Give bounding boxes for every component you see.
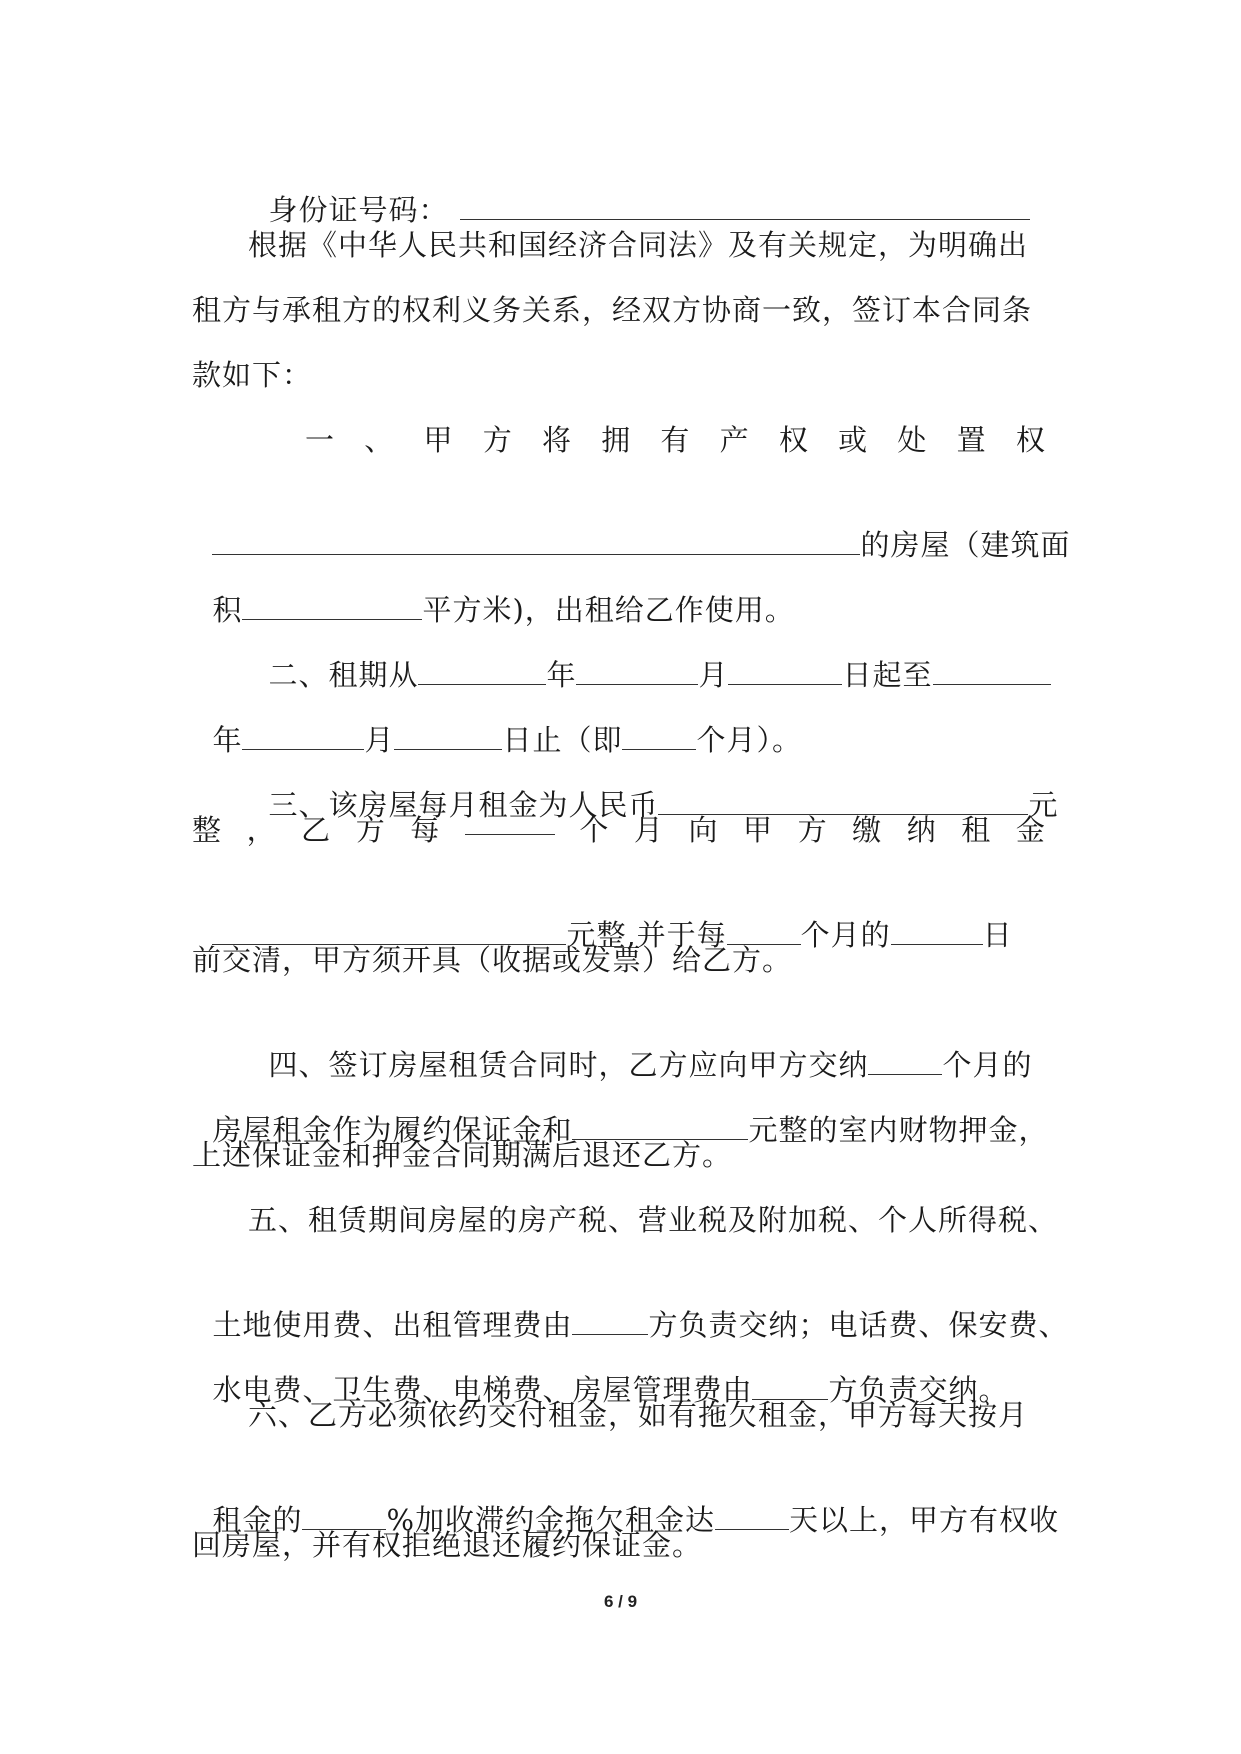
id-number-blank bbox=[460, 195, 1030, 220]
clause-6-line-1: 六、乙方必须依约交付租金，如有拖欠租金，甲方每天按月 bbox=[248, 1398, 1029, 1432]
clause-3-line-2 bbox=[192, 810, 1046, 850]
clause-1-text: 的房屋（建筑面 bbox=[860, 528, 1071, 562]
clause-4-line-1 bbox=[248, 1005, 1241, 1082]
page-number: 6 / 9 bbox=[603, 1592, 638, 1611]
text: 积 bbox=[212, 593, 243, 627]
char: 乙 bbox=[301, 813, 332, 847]
char: 方 bbox=[355, 813, 386, 847]
clause-3-line-4: 前交清，甲方须开具（收据或发票）给乙方。 bbox=[192, 943, 793, 977]
char: 拥 bbox=[601, 423, 632, 457]
clause-3-line-1 bbox=[248, 745, 1241, 822]
char: 或 bbox=[838, 423, 869, 457]
paragraph-intro-line-1: 根据《中华人民共和国经济合同法》及有关规定，为明确出 bbox=[248, 228, 1029, 262]
text: 日 bbox=[982, 918, 1013, 952]
clause-4-line-3: 上述保证金和押金合同期满后退还乙方。 bbox=[192, 1138, 733, 1172]
char: 有 bbox=[660, 423, 691, 457]
text: 房屋租金作为履约保证金和 bbox=[212, 1113, 573, 1147]
clause-6-line-2 bbox=[192, 1460, 1241, 1537]
text: 方负责交纳。 bbox=[828, 1373, 1009, 1407]
clause-5-line-2 bbox=[192, 1265, 1241, 1342]
char: 金 bbox=[1015, 813, 1046, 847]
char: 纳 bbox=[906, 813, 937, 847]
char: 方 bbox=[797, 813, 828, 847]
text: 二、租期从 bbox=[268, 658, 419, 692]
text: 天以上，甲方有权收 bbox=[789, 1503, 1060, 1537]
text: 元 bbox=[1028, 788, 1059, 822]
text: 个月）。 bbox=[696, 723, 802, 757]
char: 方 bbox=[482, 423, 513, 457]
paragraph-intro-line-2: 租方与承租方的权利义务关系，经双方协商一致，签订本合同条 bbox=[192, 293, 1033, 327]
text: 个月的 bbox=[942, 1048, 1033, 1082]
char: 缴 bbox=[852, 813, 883, 847]
text: 四、签订房屋租赁合同时，乙方应向甲方交纳 bbox=[268, 1048, 869, 1082]
clause-1-line-2 bbox=[192, 485, 1241, 562]
text: 日起至 bbox=[842, 658, 933, 692]
char: 一 bbox=[305, 423, 336, 457]
clause-4-line-2 bbox=[192, 1070, 1241, 1147]
text: 平方米)，出租给乙作使用。 bbox=[422, 593, 795, 627]
char: 租 bbox=[961, 813, 992, 847]
clause-3-line-3 bbox=[192, 875, 1241, 952]
char: 个 bbox=[579, 813, 610, 847]
text: 租金的 bbox=[212, 1503, 303, 1537]
text: 土地使用费、出租管理费由 bbox=[212, 1308, 573, 1342]
id-number-label: 身份证号码： bbox=[268, 193, 449, 227]
clause-2-line-2 bbox=[192, 680, 1241, 757]
text: 元整,并于每 bbox=[566, 918, 727, 952]
char: 甲 bbox=[423, 423, 454, 457]
clause-5-line-1: 五、租赁期间房屋的房产税、营业税及附加税、个人所得税、 bbox=[248, 1203, 1059, 1237]
char: 产 bbox=[719, 423, 750, 457]
text: 月 bbox=[698, 658, 729, 692]
char: 权 bbox=[1015, 423, 1046, 457]
char: 、 bbox=[364, 423, 395, 457]
text: 元整的室内财物押金， bbox=[748, 1113, 1049, 1147]
text: 方负责交纳；电话费、保安费、 bbox=[648, 1308, 1069, 1342]
text: 年 bbox=[212, 723, 243, 757]
char: 处 bbox=[897, 423, 928, 457]
char: 月 bbox=[633, 813, 664, 847]
pay-period-blank bbox=[465, 810, 555, 835]
paragraph-intro-line-3: 款如下： bbox=[192, 358, 313, 392]
char: 甲 bbox=[743, 813, 774, 847]
char: 将 bbox=[541, 423, 572, 457]
char: ， bbox=[246, 813, 277, 847]
clause-2-line-1 bbox=[248, 615, 1241, 692]
char: 每 bbox=[410, 813, 441, 847]
text: 日止（即 bbox=[502, 723, 623, 757]
id-number-line bbox=[248, 150, 1241, 227]
clause-6-line-3: 回房屋，并有权拒绝退还履约保证金。 bbox=[192, 1528, 703, 1562]
text: 个月的 bbox=[800, 918, 891, 952]
char: 权 bbox=[778, 423, 809, 457]
text: 年 bbox=[546, 658, 577, 692]
text: 水电费、卫生费、电梯费、房屋管理费由 bbox=[212, 1373, 753, 1407]
text: 三、该房屋每月租金为人民币 bbox=[268, 788, 659, 822]
clause-5-line-3 bbox=[192, 1330, 1241, 1407]
text: %加收滞约金拖欠租金达 bbox=[386, 1503, 716, 1537]
char: 整 bbox=[192, 813, 223, 847]
char: 向 bbox=[688, 813, 719, 847]
text: 月 bbox=[364, 723, 395, 757]
clause-1-line-3 bbox=[192, 550, 1241, 627]
char: 置 bbox=[956, 423, 987, 457]
clause-1-line-1 bbox=[305, 420, 1046, 460]
